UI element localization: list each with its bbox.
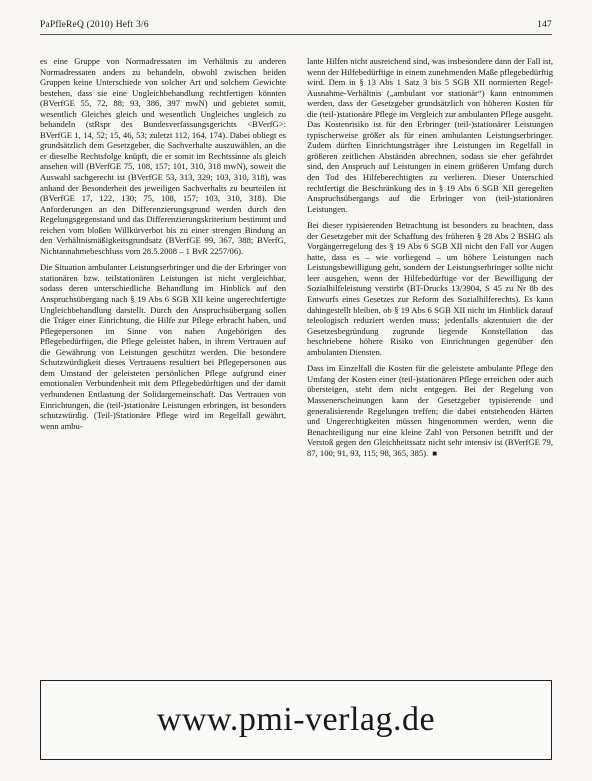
paragraph: Die Situation ambulanter Leistungserbringer und die der Erbringer von stationären bzw. teilstationären Leistungen ist nicht vergleichbar, sodass deren unterschiedliche Behandlung im Hinblick auf den Anspruchsübergang nach § 19 Abs 6 SGB XII keine ungerechtfertigte Ungleichbehandlung darstellt. Durch den Anspruchsübergang sollen die Träger einer Einrichtung, die Hilfe zur Pflege erbracht haben, und Pflegepersonen im Sinne von nahen Angehörigen des Pflegebedürftigen, die Pflege geleistet haben, in ihrem Vertrauen auf die Gewährung von Leistungen geschützt werden. Die besondere Schutzwürdigkeit dieses Vertrauens resultiert bei Pflegepersonen aus dem Umstand der geleisteten persönlichen Pflege aufgrund einer emotionalen Verbundenheit mit dem Pflegebedürftigen und der damit verbundenen Entlastung der Solidargemeinschaft. Das Vertrauen von Einrichtungen, die (teil-)stationäre Leistungen erbringen, ist besonders schutzwürdig. (Teil-)Stationäre Pflege wird im Regelfall gewährt, wenn ambu- [40, 262, 286, 431]
paragraph-text: Dass im Einzelfall die Kosten für die geleistete ambulante Pflege den Umfang der Kosten einer (teil-)stationären Pflege erreichen oder auch übersteigen, steht dem nicht entgegen. Bei der Regelung von Massenerscheinungen kann der Gesetzgeber typisierende und generalisierende Regelungen treffen; die dabei entstehenden Härten und Ungerechtigkeiten müssen hingenommen werden, wenn die Benachteiligung nur eine kleine Zahl von Personen betrifft und der Verstoß gegen den Gleichheitssatz nicht sehr intensiv ist (BVerfGE 79, 87, 100; 91, 93, 115; 98, 365, 385). [307, 363, 553, 458]
right-column [307, 56, 553, 465]
header-rule [40, 34, 552, 35]
advertisement-box [40, 680, 552, 760]
paragraph: lante Hilfen nicht ausreichend sind, was insbesondere dann der Fall ist, wenn der Hilfebedürftige in einem zunehmenden Maße pflegebedürftig wird. Dem in § 13 Abs 1 Satz 3 bis 5 SGB XII normierten Regel-Ausnahme-Verhältnis („ambulant vor stationär“) kann entnommen werden, dass der Gesetzgeber grundsätzlich von höheren Kosten für die (teil-)stationäre Pflege im Vergleich zur ambulanten Pflege ausgeht. Das Kostenrisiko ist für den Erbringer (teil-)stationärer Leistungen typischerweise größer als für einen ambulanten Leistungserbringer. Zudem dürften Einrichtungsträger ihre Leistungen im Regelfall in größeren zeitlichen Abständen abrechnen, sodass sie eher gefährdet sind, den Anspruch auf Leistungen in einem größeren Umfang durch den Tod des Hilfeberechtigten zu verlieren. Dieser Unterschied rechtfertigt die Beschränkung des in § 19 Abs 6 SGB XII geregelten Anspruchsübergangs auf die Erbringer von (teil-)stationären Leistungen. [307, 56, 553, 214]
paragraph: es eine Gruppe von Normadressaten im Verhältnis zu anderen Normadressaten anders zu behandeln, obwohl zwischen beiden Gruppen keine Unterschiede von solcher Art und solchem Gewichte bestehen, dass sie eine Ungleichbehandlung rechtfertigen könnten (BVerfGE 55, 72, 88; 93, 386, 397 mwN) und gebietet somit, wesentlich Gleiches gleich und wesentlich Ungleiches ungleich zu behandeln (stRspr des Bundesverfassungsgerichts <BVerfG>: BVerfGE 1, 14, 52; 15, 46, 53; zuletzt 112, 164, 174). Dabei obliegt es grundsätzlich dem Gesetzgeber, die Sachverhalte auszuwählen, an die er dieselbe Rechtsfolge knüpft, die er somit im Rechtssinne als gleich ansehen will (BVerfGE 75, 108, 157; 101, 310, 318 mwN), soweit die Auswahl sachgerecht ist (BVerfGE 53, 313, 329; 103, 310, 318), was anhand der Besonderheit des jeweiligen Sachverhalts zu beurteilen ist (BVerfGE 17, 122, 130; 75, 108, 157; 103, 310, 318). Die Anforderungen an den Differenzierungsgrund werden durch den Regelungsgegenstand und das Differenzierungskriterium bestimmt und reichen vom bloßen Willkürverbot bis zu einer strengen Bindung an den Verhältnismäßigkeitsgrundsatz (BVerfGE 99, 367, 388; BVerfG, Nichtannahmebeschluss vom 28.5.2008 – 1 BvR 2257/06). [40, 56, 286, 256]
left-column [40, 56, 286, 437]
paragraph: Bei dieser typisierenden Betrachtung ist besonders zu beachten, dass der Gesetzgeber mit der Schaffung des früheren § 28 Abs 2 BSHG als Vorgängerregelung des § 19 Abs 6 SGB XII nicht den Fall vor Augen hatte, dass es – wie vorliegend – um höhere Leistungen nach Leistungsbewilligung geht, sondern der Leistungserbringer sollte nicht leer ausgehen, wenn der Hilfebedürftige vor der Bewilligung der Sozialhilfeleistung verstirbt (BT-Drucks 13/3904, S 45 zu Nr 8b des Entwurfs eines Gesetzes zur Reform des Sozialhilferechts). Es kann dahingestellt bleiben, ob § 19 Abs 6 SGB XII nicht im Hinblick darauf teleologisch reduziert werden muss; jedenfalls akzentuiert die der Gesetzesbegründung zugrunde liegende Konstellation das beschriebene höhere Risiko von Einrichtungen gegenüber den ambulanten Diensten. [307, 220, 553, 357]
journal-citation: PaPfleReQ (2010) Heft 3/6 [40, 20, 149, 30]
page-number: 147 [537, 20, 552, 30]
end-of-article-mark: ■ [432, 448, 438, 458]
publisher-url[interactable]: www.pmi-verlag.de [156, 701, 436, 738]
running-header [40, 20, 552, 30]
paragraph-final [307, 363, 553, 459]
